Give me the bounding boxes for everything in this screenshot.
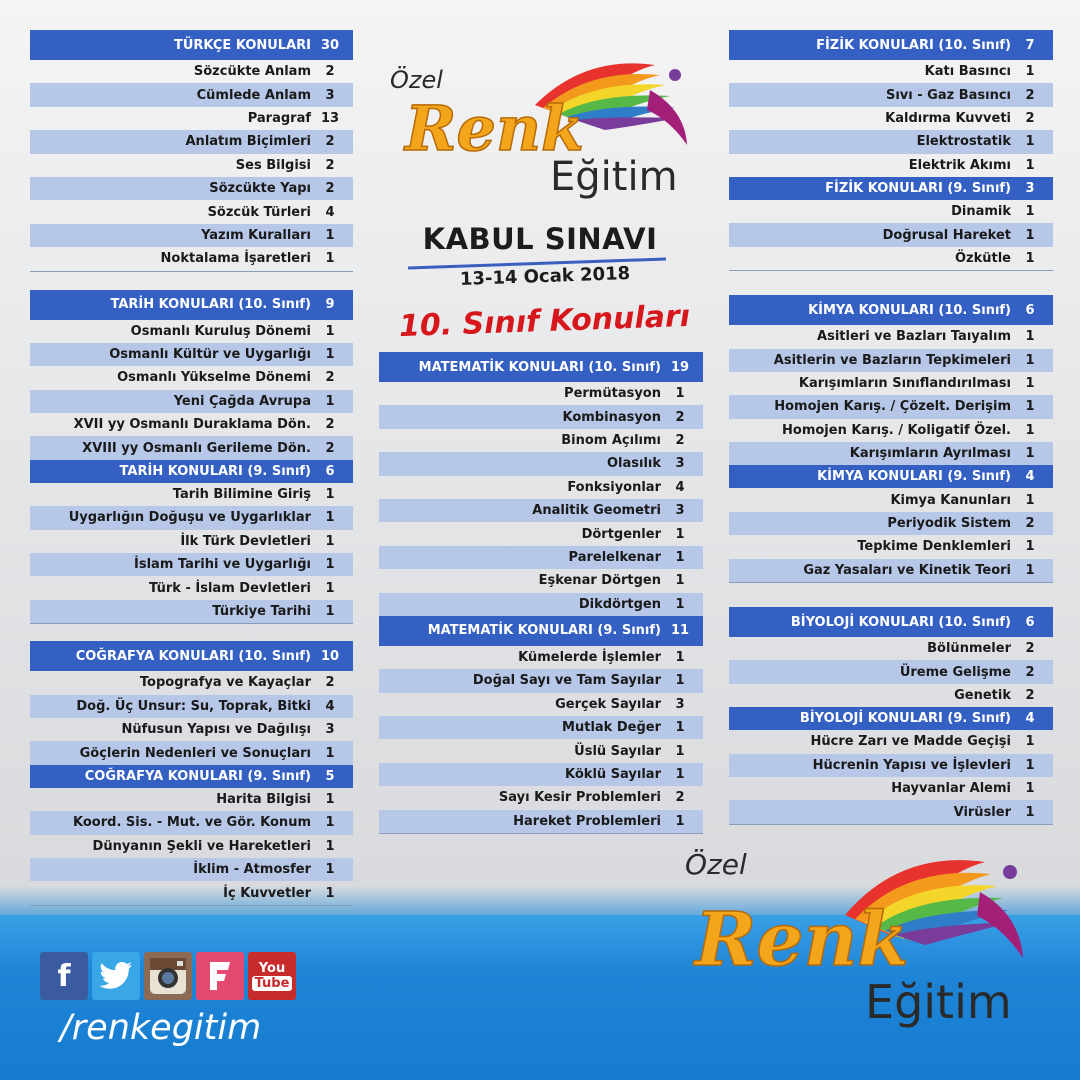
topic-row xyxy=(729,372,1053,395)
topic-name: Doğ. Üç Unsur: Su, Toprak, Bitki xyxy=(76,698,311,714)
topic-row xyxy=(30,600,353,623)
topic-name: Tarih Bilimine Giriş xyxy=(172,487,311,503)
topic-name: Üreme Gelişme xyxy=(899,664,1011,680)
topic-name: Kaldırma Kuvveti xyxy=(885,110,1011,126)
topic-name: Üslü Sayılar xyxy=(574,743,661,759)
topic-row xyxy=(729,442,1053,465)
topic-row xyxy=(379,476,703,499)
topic-row xyxy=(30,858,353,881)
question-count: 2 xyxy=(325,417,335,433)
topic-name: Dikdörtgen xyxy=(578,596,661,612)
topic-name: Karışımların Ayrılması xyxy=(849,446,1011,462)
topic-name: Gaz Yasaları ve Kinetik Teori xyxy=(803,562,1011,578)
topic-name: Harita Bilgisi xyxy=(216,791,311,807)
topic-row xyxy=(30,576,353,599)
topic-name: Osmanlı Kuruluş Dönemi xyxy=(130,323,311,339)
topic-row xyxy=(30,366,353,389)
section-header: TARİH KONULARI (10. Sınıf) 9 xyxy=(30,290,353,320)
question-count: 1 xyxy=(325,487,335,503)
topic-name: Koord. Sis. - Mut. ve Gör. Konum xyxy=(73,815,311,831)
question-count: 1 xyxy=(325,533,335,549)
topic-row xyxy=(729,777,1053,800)
social-links xyxy=(40,952,296,1000)
question-count: 1 xyxy=(675,673,685,689)
question-count: 1 xyxy=(1025,250,1035,266)
topic-row xyxy=(30,83,353,106)
question-count: 1 xyxy=(675,549,685,565)
topic-name: Parelelkenar xyxy=(568,549,661,565)
topic-row xyxy=(30,788,353,811)
right-column xyxy=(729,30,1053,825)
question-count: 1 xyxy=(1025,492,1035,508)
facebook-icon[interactable]: f xyxy=(40,952,88,1000)
question-count: 1 xyxy=(1025,446,1035,462)
topic-name: Sözcükte Yapı xyxy=(209,181,311,197)
question-count: 1 xyxy=(675,386,685,402)
svg-text:Eğitim: Eğitim xyxy=(550,154,678,200)
question-count: 1 xyxy=(675,743,685,759)
renk-egitim-logo-large xyxy=(675,840,1045,1040)
topic-row xyxy=(729,660,1053,683)
question-count: 2 xyxy=(325,675,335,691)
topic-row xyxy=(379,405,703,428)
topic-row xyxy=(379,593,703,616)
left-column xyxy=(30,30,353,906)
topic-row xyxy=(379,810,703,833)
topic-row xyxy=(30,881,353,904)
question-count: 1 xyxy=(1025,134,1035,150)
topic-row xyxy=(379,786,703,809)
section-turkce xyxy=(30,30,353,272)
topic-name: Yazım Kuralları xyxy=(201,227,311,243)
question-count: 1 xyxy=(675,596,685,612)
youtube-icon[interactable]: You Tube xyxy=(248,952,296,1000)
topic-row xyxy=(379,546,703,569)
question-count: 2 xyxy=(1025,688,1035,703)
topic-name: Göçlerin Nedenleri ve Sonuçları xyxy=(79,745,311,761)
question-count: 3 xyxy=(675,456,685,472)
question-count: 4 xyxy=(325,698,335,714)
topic-row xyxy=(30,671,353,694)
question-count: 1 xyxy=(675,573,685,589)
topic-row xyxy=(729,83,1053,106)
topic-name: Topografya ve Kayaçlar xyxy=(139,675,311,691)
topic-row xyxy=(729,247,1053,270)
topic-name: Tepkime Denklemleri xyxy=(857,539,1011,555)
section-header: FİZİK KONULARI (10. Sınıf) 7 xyxy=(729,30,1053,60)
question-count: 1 xyxy=(325,815,335,831)
topic-row xyxy=(30,107,353,130)
topic-name: Sayı Kesir Problemleri xyxy=(498,790,661,806)
topic-name: Kimya Kanunları xyxy=(890,492,1011,508)
topic-name: Gerçek Sayılar xyxy=(555,696,661,712)
section-header: BİYOLOJİ KONULARI (9. Sınıf) 4 xyxy=(729,707,1053,730)
section-kimya-10 xyxy=(729,295,1053,465)
section-matematik-9 xyxy=(379,616,703,834)
topic-row xyxy=(30,130,353,153)
topic-row xyxy=(729,535,1053,558)
section-tarih-9 xyxy=(30,460,353,624)
topic-name: Homojen Karış. / Koligatif Özel. xyxy=(782,422,1011,438)
topic-row xyxy=(379,739,703,762)
question-count: 1 xyxy=(675,720,685,736)
topic-name: Asitlerin ve Bazların Tepkimeleri xyxy=(773,352,1011,368)
topic-name: Dinamik xyxy=(951,204,1011,220)
topic-row xyxy=(30,413,353,436)
question-count: 2 xyxy=(325,370,335,386)
topic-name: Hücrenin Yapısı ve İşlevleri xyxy=(812,757,1011,773)
section-biyoloji-10 xyxy=(729,607,1053,707)
topic-name: Hücre Zarı ve Madde Geçişi xyxy=(810,734,1011,750)
topic-name: Dünyanın Şekli ve Hareketleri xyxy=(92,838,311,854)
question-count: 1 xyxy=(1025,157,1035,173)
section-header: MATEMATİK KONULARI (9. Sınıf) 11 xyxy=(379,616,703,646)
question-count: 1 xyxy=(1025,64,1035,80)
topic-row xyxy=(729,419,1053,442)
renk-egitim-logo xyxy=(385,50,705,210)
topic-row xyxy=(379,763,703,786)
topic-name: Analitik Geometri xyxy=(532,503,661,519)
section-header: KİMYA KONULARI (9. Sınıf) 4 xyxy=(729,465,1053,488)
topic-row xyxy=(729,154,1053,177)
topic-name: Cümlede Anlam xyxy=(196,87,311,103)
topic-name: Katı Basıncı xyxy=(924,64,1011,80)
question-count: 1 xyxy=(1025,352,1035,368)
question-count: 1 xyxy=(325,838,335,854)
topic-name: İç Kuvvetler xyxy=(223,885,311,901)
question-count: 1 xyxy=(675,526,685,542)
question-count: 3 xyxy=(325,87,335,103)
question-count: 1 xyxy=(325,393,335,409)
topic-name: Binom Açılımı xyxy=(561,432,661,448)
svg-text:Renk: Renk xyxy=(695,897,909,983)
topic-name: Fonksiyonlar xyxy=(567,479,661,495)
topic-row xyxy=(379,716,703,739)
topic-name: Yeni Çağda Avrupa xyxy=(173,393,311,409)
topic-name: İklim - Atmosfer xyxy=(193,862,311,878)
topic-name: İslam Tarihi ve Uygarlığı xyxy=(134,557,311,573)
topic-row xyxy=(30,154,353,177)
question-count: 3 xyxy=(325,722,335,738)
topic-row xyxy=(30,811,353,834)
topic-name: Ses Bilgisi xyxy=(235,157,311,173)
topic-row xyxy=(30,224,353,247)
topic-row xyxy=(379,569,703,592)
topic-row xyxy=(729,559,1053,582)
topic-name: Uygarlığın Doğuşu ve Uygarlıklar xyxy=(68,510,311,526)
topic-name: Bölünmeler xyxy=(927,641,1011,657)
question-count: 2 xyxy=(675,432,685,448)
topic-row xyxy=(30,553,353,576)
question-count: 1 xyxy=(325,604,335,619)
question-count: 1 xyxy=(1025,562,1035,578)
svg-text:Özel: Özel xyxy=(390,66,443,94)
exam-title: KABUL SINAVI xyxy=(422,222,658,256)
question-count: 1 xyxy=(1025,422,1035,438)
topic-row xyxy=(729,60,1053,83)
section-fizik-9 xyxy=(729,177,1053,271)
topic-row xyxy=(30,506,353,529)
topic-name: Türkiye Tarihi xyxy=(212,604,311,619)
question-count: 1 xyxy=(1025,329,1035,345)
topic-row xyxy=(379,693,703,716)
section-cografya-9 xyxy=(30,765,353,906)
exam-date: 13-14 Ocak 2018 xyxy=(459,263,631,290)
svg-text:Özel: Özel xyxy=(685,848,747,881)
question-count: 2 xyxy=(675,409,685,425)
foursquare-icon[interactable] xyxy=(196,952,244,1000)
question-count: 1 xyxy=(675,813,685,829)
topic-row xyxy=(30,200,353,223)
question-count: 1 xyxy=(325,251,335,267)
topic-row xyxy=(379,452,703,475)
topic-name: Sıvı - Gaz Basıncı xyxy=(885,87,1011,103)
question-count: 1 xyxy=(1025,204,1035,220)
topic-name: Periyodik Sistem xyxy=(887,516,1011,532)
topic-row xyxy=(379,522,703,545)
topic-name: Kümelerde İşlemler xyxy=(518,650,661,666)
question-count: 1 xyxy=(325,791,335,807)
question-count: 1 xyxy=(325,347,335,363)
topic-name: Olasılık xyxy=(606,456,661,472)
topic-row xyxy=(30,390,353,413)
section-matematik-10 xyxy=(379,352,703,616)
question-count: 1 xyxy=(1025,539,1035,555)
topic-row xyxy=(30,483,353,506)
question-count: 1 xyxy=(1025,757,1035,773)
topic-name: XVII yy Osmanlı Duraklama Dön. xyxy=(73,417,311,433)
topic-row xyxy=(30,835,353,858)
topic-name: İlk Türk Devletleri xyxy=(180,533,311,549)
question-count: 1 xyxy=(675,767,685,783)
topic-name: Karışımların Sınıflandırılması xyxy=(798,376,1011,392)
topic-row xyxy=(729,200,1053,223)
topic-row xyxy=(729,107,1053,130)
topic-row xyxy=(729,754,1053,777)
question-count: 1 xyxy=(325,745,335,761)
topic-name: Virüsler xyxy=(953,804,1011,820)
question-count: 1 xyxy=(1025,804,1035,820)
topic-row xyxy=(30,177,353,200)
question-count: 2 xyxy=(1025,641,1035,657)
topic-name: Nüfusun Yapısı ve Dağılışı xyxy=(121,722,311,738)
topic-name: Hayvanlar Alemi xyxy=(891,781,1011,797)
topic-row xyxy=(30,718,353,741)
svg-text:Eğitim: Eğitim xyxy=(865,975,1012,1029)
topic-row xyxy=(729,223,1053,246)
question-count: 1 xyxy=(325,862,335,878)
topic-name: Mutlak Değer xyxy=(562,720,661,736)
topic-name: Osmanlı Kültür ve Uygarlığı xyxy=(109,347,311,363)
topic-name: Doğal Sayı ve Tam Sayılar xyxy=(472,673,661,689)
question-count: 2 xyxy=(1025,664,1035,680)
question-count: 13 xyxy=(320,110,340,126)
topic-row xyxy=(30,741,353,764)
question-count: 2 xyxy=(325,157,335,173)
question-count: 1 xyxy=(675,650,685,666)
question-count: 3 xyxy=(675,503,685,519)
topic-name: Hareket Problemleri xyxy=(513,813,661,829)
question-count: 4 xyxy=(325,204,335,220)
question-count: 1 xyxy=(1025,227,1035,243)
question-count: 1 xyxy=(1025,734,1035,750)
topic-row xyxy=(729,325,1053,348)
topic-row xyxy=(729,800,1053,823)
question-count: 2 xyxy=(675,790,685,806)
section-header: BİYOLOJİ KONULARI (10. Sınıf) 6 xyxy=(729,607,1053,637)
topic-row xyxy=(379,382,703,405)
topic-row xyxy=(379,429,703,452)
topic-row xyxy=(379,669,703,692)
topic-name: XVIII yy Osmanlı Gerileme Dön. xyxy=(82,440,311,456)
topic-row xyxy=(30,695,353,718)
topic-row xyxy=(30,320,353,343)
question-count: 1 xyxy=(325,885,335,901)
question-count: 2 xyxy=(1025,516,1035,532)
section-tarih-10 xyxy=(30,290,353,460)
question-count: 4 xyxy=(675,479,685,495)
topic-row xyxy=(729,130,1053,153)
question-count: 2 xyxy=(325,440,335,456)
section-biyoloji-9 xyxy=(729,707,1053,825)
section-header: FİZİK KONULARI (9. Sınıf) 3 xyxy=(729,177,1053,200)
section-kimya-9 xyxy=(729,465,1053,583)
question-count: 1 xyxy=(1025,781,1035,797)
topic-name: Özkütle xyxy=(954,250,1011,266)
question-count: 1 xyxy=(325,323,335,339)
question-count: 2 xyxy=(1025,87,1035,103)
topic-name: Homojen Karış. / Çözelt. Derişim xyxy=(774,399,1011,415)
topic-name: Permütasyon xyxy=(564,386,661,402)
topic-row xyxy=(729,637,1053,660)
section-fizik-10 xyxy=(729,30,1053,177)
question-count: 1 xyxy=(1025,376,1035,392)
question-count: 2 xyxy=(1025,110,1035,126)
topic-row xyxy=(30,436,353,459)
question-count: 1 xyxy=(325,510,335,526)
instagram-icon[interactable] xyxy=(144,952,192,1000)
topic-row xyxy=(30,530,353,553)
topic-row xyxy=(729,730,1053,753)
topic-name: Paragraf xyxy=(247,110,311,126)
topic-name: Kombinasyon xyxy=(562,409,661,425)
topic-row xyxy=(30,247,353,270)
topic-row xyxy=(379,646,703,669)
topic-row xyxy=(729,512,1053,535)
topic-name: Elektrostatik xyxy=(916,134,1011,150)
section-header: MATEMATİK KONULARI (10. Sınıf) 19 xyxy=(379,352,703,382)
topic-row xyxy=(729,395,1053,418)
topic-row xyxy=(729,684,1053,707)
section-header: COĞRAFYA KONULARI (9. Sınıf) 5 xyxy=(30,765,353,788)
social-handle[interactable]: /renkegitim xyxy=(60,1008,262,1048)
question-count: 2 xyxy=(325,134,335,150)
question-count: 1 xyxy=(325,580,335,596)
question-count: 3 xyxy=(675,696,685,712)
topic-name: Sözcükte Anlam xyxy=(193,64,311,80)
question-count: 1 xyxy=(325,557,335,573)
section-header: TÜRKÇE KONULARI 30 xyxy=(30,30,353,60)
topic-row xyxy=(30,343,353,366)
grade-title: 10. Sınıf Konuları xyxy=(398,298,691,345)
topic-row xyxy=(729,349,1053,372)
topic-name: Elektrik Akımı xyxy=(908,157,1011,173)
question-count: 1 xyxy=(1025,399,1035,415)
topic-name: Köklü Sayılar xyxy=(565,767,661,783)
question-count: 1 xyxy=(325,227,335,243)
topic-name: Osmanlı Yükselme Dönemi xyxy=(117,370,311,386)
topic-name: Dörtgenler xyxy=(581,526,661,542)
twitter-icon[interactable] xyxy=(92,952,140,1000)
topic-row xyxy=(729,488,1053,511)
section-header: TARİH KONULARI (9. Sınıf) 6 xyxy=(30,460,353,483)
topic-name: Türk - İslam Devletleri xyxy=(149,580,311,596)
section-cografya-10 xyxy=(30,641,353,765)
topic-name: Anlatım Biçimleri xyxy=(185,134,311,150)
middle-column xyxy=(379,352,703,834)
topic-name: Doğrusal Hareket xyxy=(882,227,1011,243)
topic-row xyxy=(379,499,703,522)
topic-name: Noktalama İşaretleri xyxy=(160,251,311,267)
question-count: 2 xyxy=(325,181,335,197)
section-header: KİMYA KONULARI (10. Sınıf) 6 xyxy=(729,295,1053,325)
svg-text:Renk: Renk xyxy=(405,92,585,165)
topic-name: Sözcük Türleri xyxy=(207,204,311,220)
topic-row xyxy=(30,60,353,83)
topic-name: Genetik xyxy=(954,688,1011,703)
question-count: 2 xyxy=(325,64,335,80)
topic-name: Asitleri ve Bazları Taıyalım xyxy=(817,329,1011,345)
section-header: COĞRAFYA KONULARI (10. Sınıf) 10 xyxy=(30,641,353,671)
topic-name: Eşkenar Dörtgen xyxy=(538,573,661,589)
